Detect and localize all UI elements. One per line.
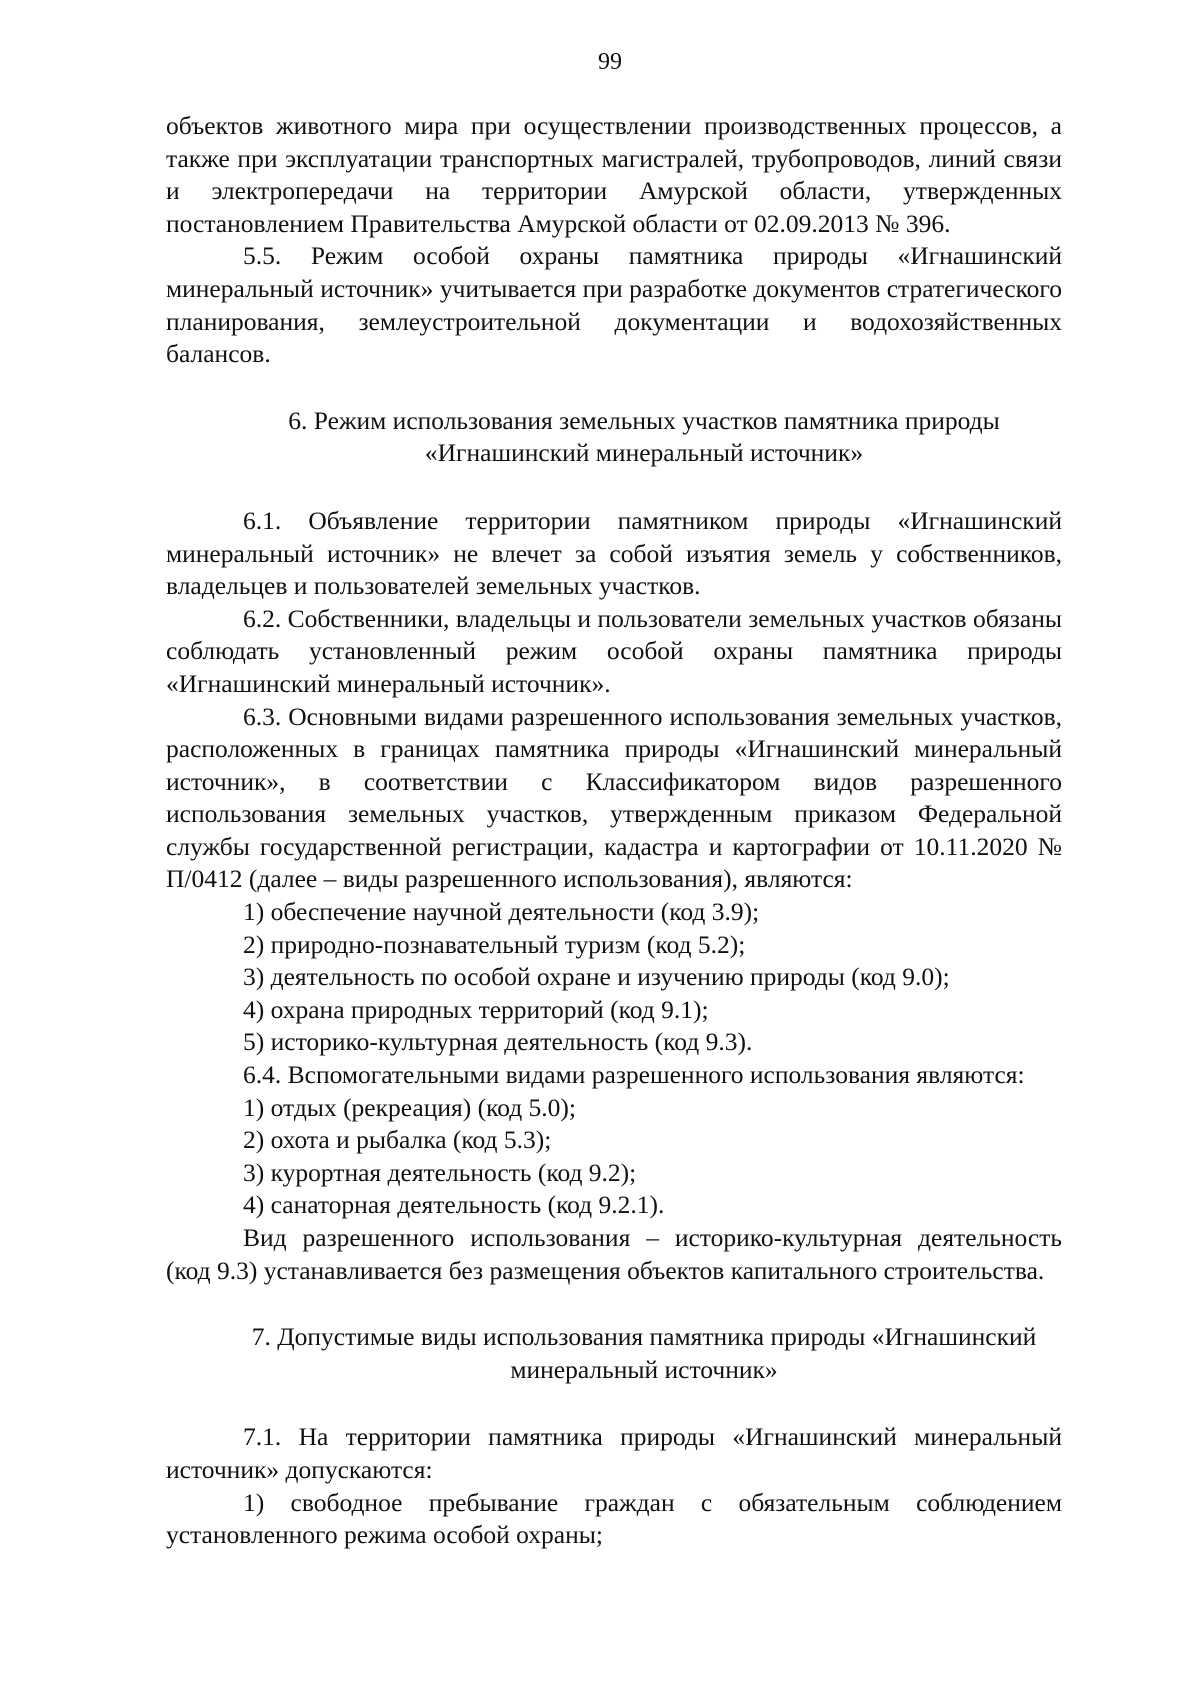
paragraph-5-5: 5.5. Режим особой охраны памятника природы «Игнашинский минеральный источник» учитывается при разработке документов стратегического планирования, землеустроительной документации и водохозяйственных балансов. <box>166 241 1062 369</box>
aux-use-item: 1) отдых (рекреация) (код 5.0); <box>243 1092 577 1122</box>
main-use-item: 1) обеспечение научной деятельности (код 3.9); <box>243 897 760 927</box>
main-use-item: 4) охрана природных территорий (код 9.1); <box>243 994 709 1024</box>
section-7-heading <box>166 1321 1062 1386</box>
section-7-heading-line1: 7. Допустимые виды использования памятника природы «Игнашинский <box>251 1322 1037 1352</box>
paragraph-6-1: 6.1. Объявление территории памятником природы «Игнашинский минеральный источник» не влечет за собой изъятия земель у собственников, владельцев и пользователей земельных участков. <box>166 505 1062 601</box>
main-use-item: 2) природно-познавательный туризм (код 5.2); <box>243 929 746 959</box>
page-number: 99 <box>598 49 622 75</box>
paragraph-use-type: Вид разрешенного использования – историко-культурная деятельность (код 9.3) устанавливается без размещения объектов капитального строительства. <box>166 1223 1062 1285</box>
paragraph-6-3: 6.3. Основными видами разрешенного использования земельных участков, расположенных в границах памятника природы «Игнашинский минеральный источник», в соответствии с Классификатором видов разрешенного использования земельных участков, утвержденным приказом Федеральной службы государственной регистрации, кадастра и картографии от 10.11.2020 № П/0412 (далее – виды разрешенного использования), являются: <box>166 701 1062 894</box>
section-6-heading-line2: «Игнашинский минеральный источник» <box>424 438 864 468</box>
aux-use-item: 3) курортная деятельность (код 9.2); <box>243 1157 637 1187</box>
document-body <box>166 110 1062 1552</box>
main-use-item: 5) историко-культурная деятельность (код 9.3). <box>243 1027 753 1057</box>
paragraph-6-2: 6.2. Собственники, владельцы и пользователи земельных участков обязаны соблюдать установленный режим особой охраны памятника природы «Игнашинский минеральный источник». <box>166 603 1062 698</box>
aux-use-item: 4) санаторная деятельность (код 9.2.1). <box>243 1190 665 1220</box>
section-6-heading <box>166 405 1062 470</box>
aux-use-item: 2) охота и рыбалка (код 5.3); <box>243 1125 552 1155</box>
paragraph-continuation: объектов животного мира при осуществлении производственных процессов, а также при эксплуатации транспортных магистралей, трубопроводов, линий связи и электропередачи на территории Амурской области, утвержденных постановлением Правительства Амурской области от 02.09.2013 № 396. <box>166 111 1062 238</box>
main-use-item: 3) деятельность по особой охране и изучению природы (код 9.0); <box>243 962 950 992</box>
section-7-heading-line2: минеральный источник» <box>510 1354 778 1384</box>
paragraph-7-1: 7.1. На территории памятника природы «Игнашинский минеральный источник» допускаются: <box>166 1422 1062 1484</box>
section-6-heading-line1: 6. Режим использования земельных участков памятника природы <box>288 405 1000 435</box>
paragraph-7-1-1: 1) свободное пребывание граждан с обязательным соблюдением установленного режима особой охраны; <box>166 1487 1062 1550</box>
paragraph-6-4: 6.4. Вспомогательными видами разрешенного использования являются: <box>243 1060 1025 1090</box>
